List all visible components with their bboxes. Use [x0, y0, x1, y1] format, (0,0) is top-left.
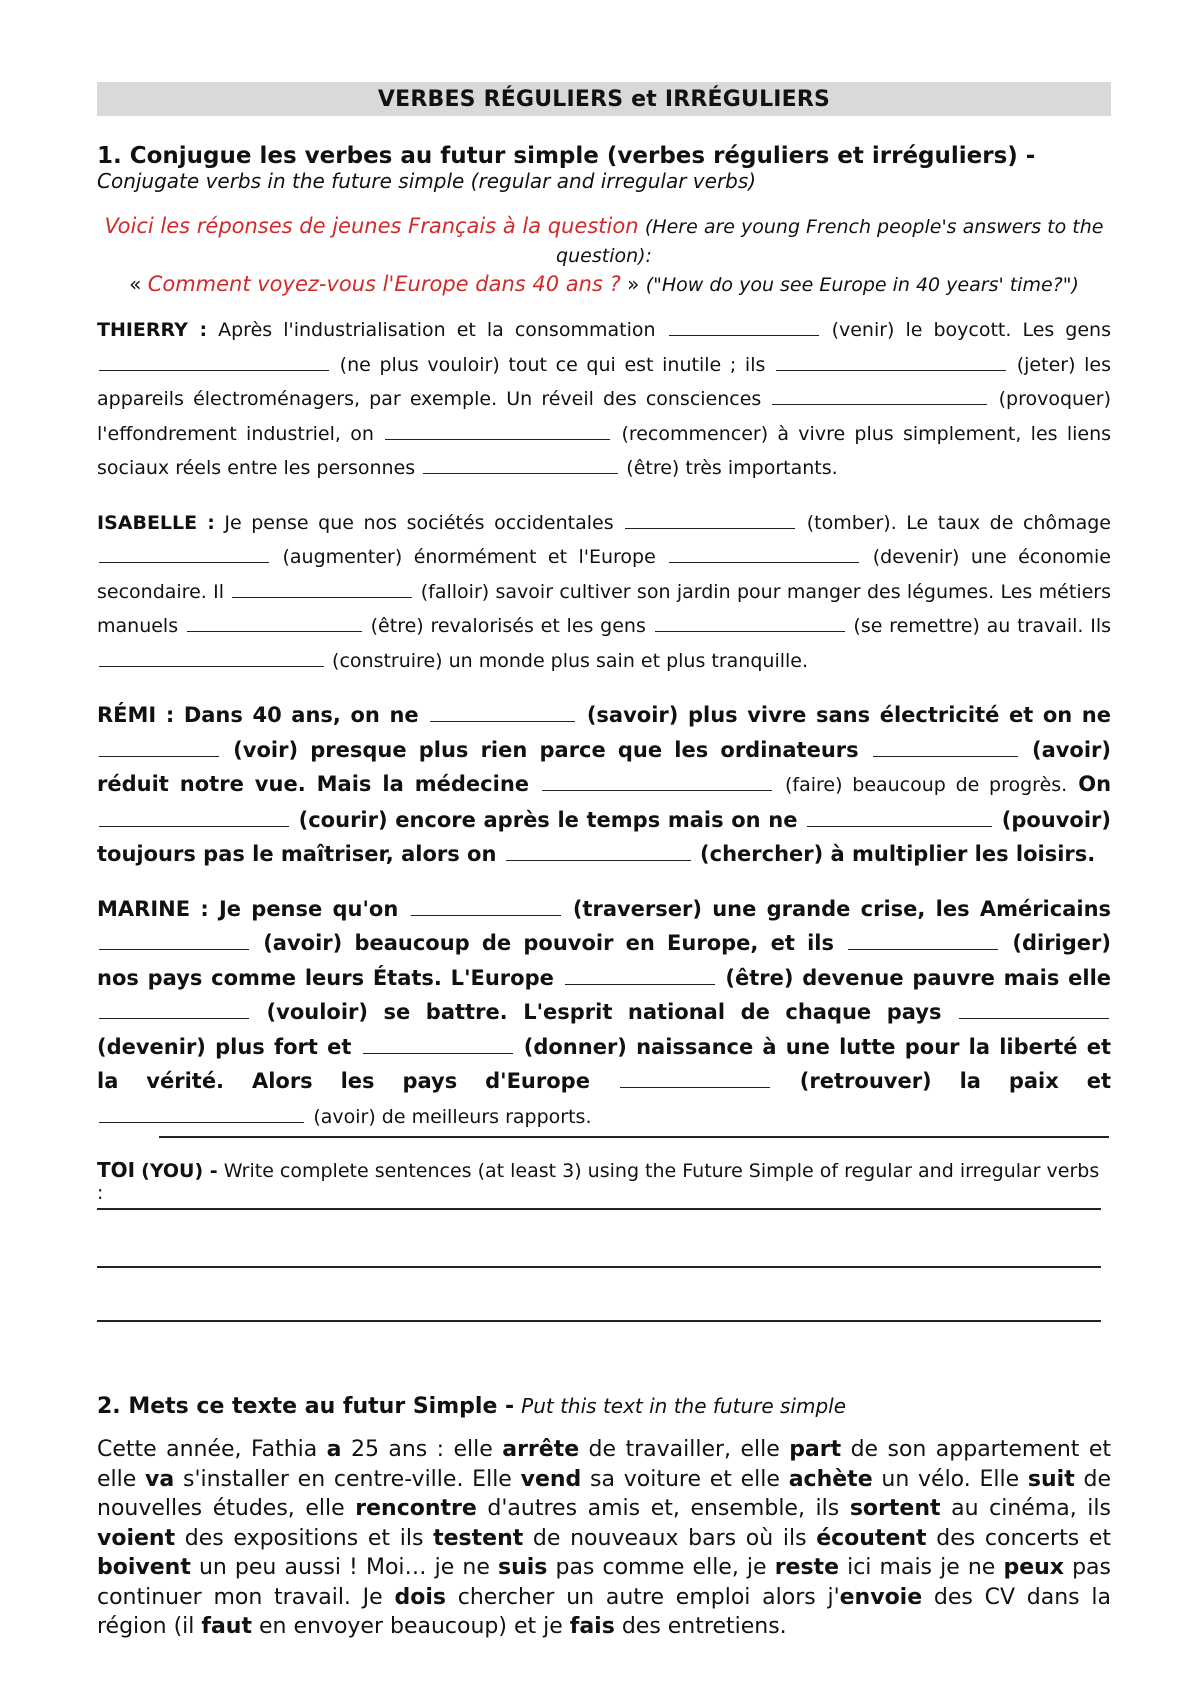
text: pas continuer mon travail. Je	[97, 1555, 1111, 1610]
intro-quote-fr: Comment voyez-vous l'Europe dans 40 ans ?	[147, 272, 621, 296]
text: ici mais je ne	[839, 1555, 1004, 1580]
text: (se remettre) au travail. Ils	[853, 615, 1111, 637]
answer-blank[interactable]	[99, 1000, 249, 1019]
answer-blank[interactable]	[776, 352, 1006, 371]
worksheet-page	[97, 82, 1111, 1642]
verb-to-conjugate: écoutent	[816, 1525, 927, 1551]
text: un vélo. Elle	[872, 1466, 1028, 1492]
answer-blank[interactable]	[959, 1000, 1109, 1019]
exercise-2-heading-fr: 2. Mets ce texte au futur Simple -	[97, 1394, 515, 1419]
answer-blank[interactable]	[99, 808, 289, 827]
answer-blank[interactable]	[625, 510, 795, 529]
writing-line[interactable]	[97, 1320, 1101, 1322]
answer-blank[interactable]	[423, 455, 618, 474]
text: (être) revalorisés et les gens	[370, 615, 646, 637]
text: (ne plus vouloir) tout ce qui est inutile ; ils	[339, 353, 766, 376]
verb-to-conjugate: boivent	[97, 1555, 191, 1580]
text: chercher un autre emploi alors j'	[445, 1584, 840, 1610]
answer-blank[interactable]	[873, 738, 1018, 757]
text: des expositions et ils	[175, 1525, 434, 1551]
answer-blank[interactable]	[620, 1069, 770, 1088]
answer-blank[interactable]	[99, 738, 219, 757]
verb-to-conjugate: reste	[774, 1555, 839, 1580]
exercise-2-text	[97, 1435, 1111, 1642]
verb-to-conjugate: sortent	[849, 1496, 941, 1521]
text: (savoir) plus vivre sans électricité et on ne	[586, 703, 1111, 727]
text: (vouloir) se battre. L'esprit national de chaque pays	[266, 1000, 942, 1024]
text: (provoquer) l'effondrement industriel, on	[97, 388, 1111, 445]
text: de travailler, elle	[579, 1437, 790, 1462]
verb-to-conjugate: arrête	[502, 1437, 580, 1462]
exercise-1-heading-en: Conjugate verbs in the future simple (regular and irregular verbs)	[97, 169, 757, 193]
text: un peu aussi ! Moi… je ne	[190, 1555, 498, 1580]
text: : Je pense qu'on	[200, 896, 399, 921]
text: de nouvelles études, elle	[97, 1466, 1112, 1521]
text: pas comme elle, je	[547, 1555, 775, 1580]
text: d'autres amis et, ensemble, ils	[476, 1496, 850, 1521]
answer-blank[interactable]	[363, 1035, 513, 1054]
exercise-2-heading	[97, 1394, 1111, 1419]
speaker-isabelle: ISABELLE :	[97, 511, 215, 534]
text: Après l'industrialisation et la consommation	[218, 319, 656, 341]
verb-to-conjugate: envoie	[839, 1584, 923, 1610]
answer-blank[interactable]	[848, 931, 998, 950]
speaker-remi: RÉMI	[97, 703, 157, 727]
verb-to-conjugate: achète	[788, 1466, 873, 1492]
text: (devenir) une économie secondaire. Il	[97, 546, 1111, 603]
answer-blank[interactable]	[99, 352, 329, 371]
text: s'installer en centre-ville. Elle	[174, 1466, 521, 1492]
text: On	[1078, 772, 1112, 796]
text: des entretiens.	[614, 1614, 787, 1639]
verb-to-conjugate: vend	[520, 1466, 582, 1492]
text: des concerts et	[926, 1525, 1111, 1551]
answer-blank[interactable]	[411, 897, 561, 916]
text: (courir) encore après le temps mais on ne	[298, 807, 798, 832]
answer-blank[interactable]	[542, 772, 772, 791]
separator-line	[159, 1136, 1109, 1138]
text: Cette année, Fathia	[97, 1437, 327, 1462]
text: (jeter) les appareils électroménagers, par exemple. Un réveil des consciences	[97, 353, 1112, 410]
verb-to-conjugate: va	[145, 1466, 175, 1492]
text: au cinéma, ils	[940, 1496, 1111, 1521]
text: (tomber). Le taux de chômage	[806, 511, 1111, 534]
text: (venir) le boycott. Les gens	[831, 319, 1111, 341]
text: (avoir) de meilleurs rapports.	[313, 1105, 592, 1128]
text: (falloir) savoir cultiver son jardin pour manger des légumes. Les métiers manuels	[97, 580, 1111, 637]
answer-blank[interactable]	[669, 317, 819, 336]
verb-to-conjugate: suis	[497, 1555, 548, 1580]
you-instruction-text: Write complete sentences (at least 3) using the Future Simple of regular and irregular verbs :	[97, 1160, 1100, 1204]
text: sa voiture et elle	[581, 1466, 789, 1492]
verb-to-conjugate: dois	[394, 1584, 446, 1610]
text: : Dans 40 ans, on ne	[165, 703, 419, 727]
text: en envoyer beaucoup) et je	[251, 1614, 570, 1639]
answer-blank[interactable]	[669, 544, 859, 563]
exercise-2-heading-en: Put this text in the future simple	[521, 1394, 847, 1418]
writing-line[interactable]	[97, 1266, 1101, 1268]
intro-quote-en: ("How do you see Europe in 40 years' time?")	[645, 274, 1079, 296]
answer-blank[interactable]	[385, 421, 610, 440]
text: (être) devenue pauvre mais elle	[725, 965, 1112, 990]
you-instruction	[97, 1158, 1111, 1204]
text: 25 ans : elle	[341, 1437, 503, 1462]
text: (retrouver) la paix et	[799, 1069, 1112, 1093]
speaker-marine: MARINE	[97, 896, 191, 921]
answer-blank[interactable]	[565, 966, 715, 985]
text: des CV dans la région (il	[97, 1584, 1111, 1639]
isabelle-paragraph	[97, 506, 1111, 679]
answer-blank[interactable]	[232, 579, 412, 598]
remi-paragraph	[97, 698, 1111, 872]
answer-blank[interactable]	[430, 703, 575, 722]
answer-blank[interactable]	[772, 386, 987, 405]
marine-paragraph	[97, 892, 1111, 1135]
verb-to-conjugate: rencontre	[355, 1496, 477, 1521]
exercise-1-intro	[97, 212, 1111, 299]
text: (diriger) nos pays comme leurs États. L'Europe	[97, 931, 1111, 990]
text: de son appartement et elle	[97, 1437, 1111, 1492]
text: Je pense que nos sociétés occidentales	[224, 511, 614, 534]
text: (chercher) à multiplier les loisirs.	[700, 842, 1096, 866]
speaker-toi: TOI	[97, 1158, 136, 1182]
answer-blank[interactable]	[655, 613, 845, 632]
text: (construire) un monde plus sain et plus tranquille.	[332, 649, 809, 672]
speaker-thierry: THIERRY :	[97, 319, 208, 341]
verb-to-conjugate: testent	[433, 1525, 524, 1551]
verb-to-conjugate: peux	[1003, 1555, 1064, 1580]
verb-to-conjugate: a	[326, 1437, 342, 1462]
quote-open: «	[129, 272, 142, 296]
text: (recommencer) à vivre plus simplement, les liens sociaux réels entre les personnes	[97, 422, 1112, 479]
text: (devenir) plus fort et	[97, 1034, 352, 1059]
intro-question-fr: Voici les réponses de jeunes Français à la question	[104, 214, 639, 238]
text: (faire) beaucoup de progrès.	[785, 774, 1068, 796]
quote-close: »	[627, 272, 640, 296]
answer-blank[interactable]	[99, 648, 324, 667]
text: de nouveaux bars où ils	[523, 1525, 817, 1551]
text: (traverser) une grande crise, les Américains	[572, 896, 1112, 921]
verb-to-conjugate: suit	[1027, 1466, 1075, 1492]
answer-blank[interactable]	[99, 1104, 304, 1123]
verb-to-conjugate: faut	[201, 1614, 252, 1639]
verb-to-conjugate: voient	[97, 1525, 176, 1551]
answer-blank[interactable]	[99, 931, 249, 950]
exercise-1-heading	[97, 144, 1111, 194]
verb-to-conjugate: part	[789, 1437, 842, 1462]
answer-blank[interactable]	[99, 544, 269, 563]
exercise-1-heading-fr: 1. Conjugue les verbes au futur simple (verbes réguliers et irréguliers) -	[97, 143, 1036, 169]
text: (avoir) beaucoup de pouvoir en Europe, et ils	[263, 931, 834, 955]
text: (donner) naissance à une lutte pour la liberté et la vérité. Alors les pays d'Europe	[97, 1034, 1112, 1093]
answer-blank[interactable]	[807, 808, 992, 827]
thierry-paragraph	[97, 313, 1111, 486]
intro-question-en: (Here are young French people's answers to the question):	[556, 216, 1104, 267]
answer-blank[interactable]	[187, 613, 362, 632]
text: (être) très importants.	[626, 457, 838, 479]
text: (voir) presque plus rien parce que les ordinateurs	[233, 737, 859, 762]
you-label: (YOU) -	[141, 1160, 218, 1182]
worksheet-title: VERBES RÉGULIERS et IRRÉGULIERS	[97, 82, 1111, 116]
text: (avoir) réduit notre vue. Mais la médecine	[97, 737, 1112, 796]
text: (augmenter) énormément et l'Europe	[282, 546, 656, 568]
writing-line[interactable]	[97, 1208, 1101, 1210]
answer-blank[interactable]	[506, 842, 691, 861]
text: (pouvoir) toujours pas le maîtriser, alors on	[97, 807, 1112, 866]
verb-to-conjugate: fais	[569, 1614, 615, 1639]
